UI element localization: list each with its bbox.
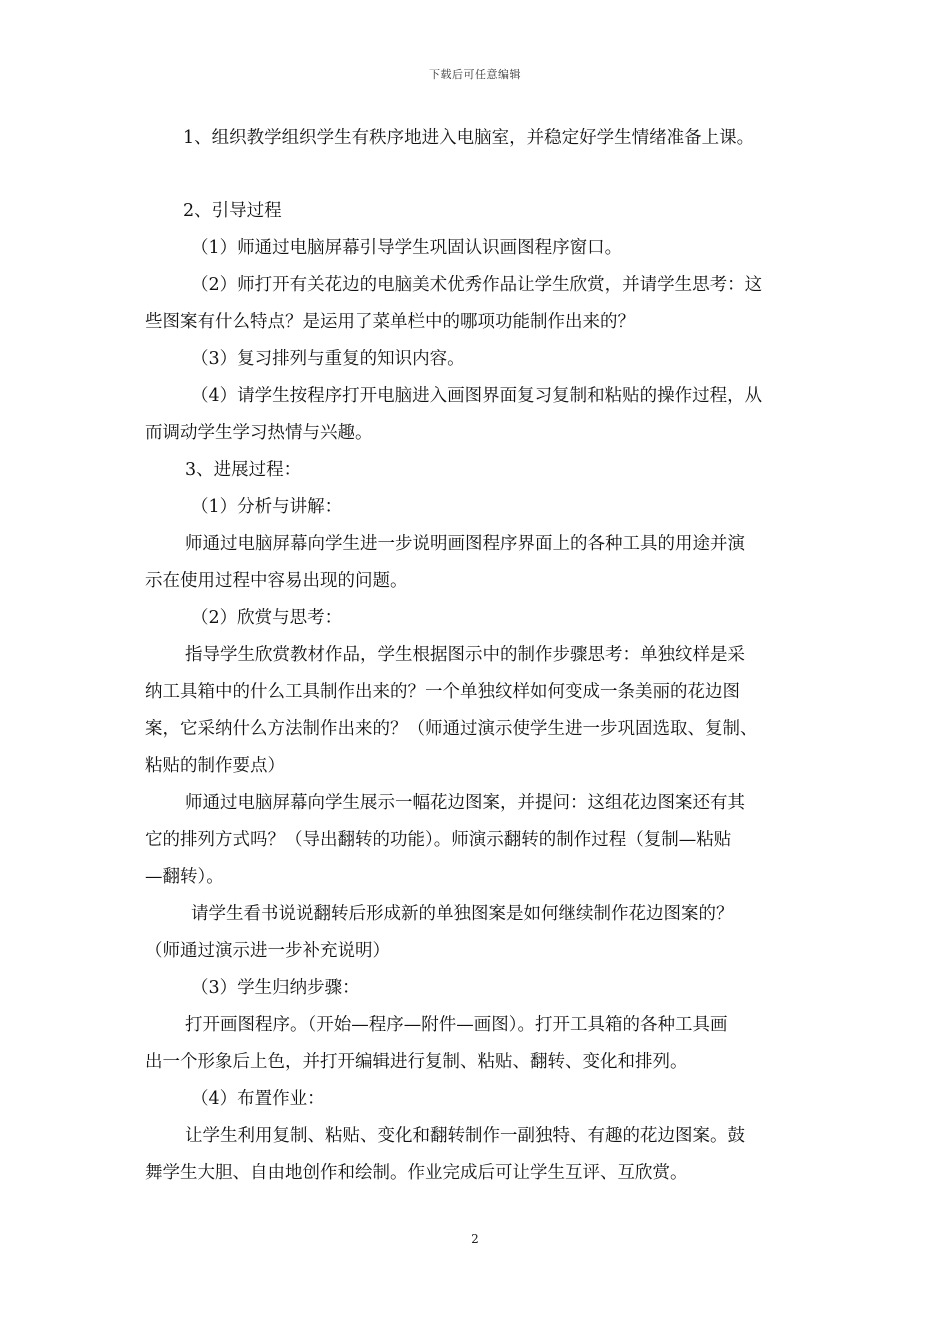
paragraph-line: （3）复习排列与重复的知识内容。 xyxy=(191,349,465,369)
paragraph-line: 它的排列方式吗？（导出翻转的功能）。师演示翻转的制作过程（复制—粘贴 xyxy=(145,830,732,850)
paragraph-line: 案，它采纳什么方法制作出来的？（师通过演示使学生进一步巩固选取、复制、 xyxy=(145,719,758,739)
paragraph-line: 示在使用过程中容易出现的问题。 xyxy=(145,571,408,591)
paragraph-line: 1、组织教学组织学生有秩序地进入电脑室，并稳定好学生情绪准备上课。 xyxy=(183,128,755,148)
paragraph-line: 师通过电脑屏幕向学生展示一幅花边图案，并提问：这组花边图案还有其 xyxy=(185,793,745,813)
paragraph-line: 粘贴的制作要点） xyxy=(145,756,285,776)
page-number: 2 xyxy=(471,1232,479,1246)
paragraph-line: 而调动学生学习热情与兴趣。 xyxy=(145,423,373,443)
paragraph-line: （2）欣赏与思考： xyxy=(191,608,343,628)
paragraph-line: （4）请学生按程序打开电脑进入画图界面复习复制和粘贴的操作过程，从 xyxy=(191,386,763,406)
section-heading: 2、引导过程 xyxy=(183,201,282,221)
paragraph-line: 纳工具箱中的什么工具制作出来的？一个单独纹样如何变成一条美丽的花边图 xyxy=(145,682,740,702)
section-heading: 3、进展过程： xyxy=(185,460,302,480)
paragraph-gap xyxy=(145,157,813,193)
paragraph-line: 请学生看书说说翻转后形成新的单独图案是如何继续制作花边图案的？ xyxy=(191,904,734,924)
paragraph-line: 让学生利用复制、粘贴、变化和翻转制作一副独特、有趣的花边图案。鼓 xyxy=(185,1126,745,1146)
paragraph-line: 出一个形象后上色，并打开编辑进行复制、粘贴、翻转、变化和排列。 xyxy=(145,1052,688,1072)
paragraph-line: 指导学生欣赏教材作品，学生根据图示中的制作步骤思考：单独纹样是采 xyxy=(185,645,745,665)
paragraph-line: （4）布置作业： xyxy=(191,1089,325,1109)
page-header: 下载后可任意编辑 xyxy=(429,68,521,81)
paragraph-line: 舞学生大胆、自由地创作和绘制。作业完成后可让学生互评、互欣赏。 xyxy=(145,1163,688,1183)
document-body xyxy=(145,120,813,1192)
paragraph-line: 些图案有什么特点？是运用了菜单栏中的哪项功能制作出来的？ xyxy=(145,312,635,332)
paragraph-line: （2）师打开有关花边的电脑美术优秀作品让学生欣赏，并请学生思考：这 xyxy=(191,275,763,295)
paragraph-line: （3）学生归纳步骤： xyxy=(191,978,360,998)
paragraph-line: （1）师通过电脑屏幕引导学生巩固认识画图程序窗口。 xyxy=(191,238,623,258)
paragraph-line: —翻转）。 xyxy=(145,867,224,887)
paragraph-line: （1）分析与讲解： xyxy=(191,497,343,517)
paragraph-line: 打开画图程序。（开始—程序—附件—画图）。打开工具箱的各种工具画 xyxy=(185,1015,728,1035)
paragraph-line: （师通过演示进一步补充说明） xyxy=(145,941,390,961)
paragraph-line: 师通过电脑屏幕向学生进一步说明画图程序界面上的各种工具的用途并演 xyxy=(185,534,745,554)
